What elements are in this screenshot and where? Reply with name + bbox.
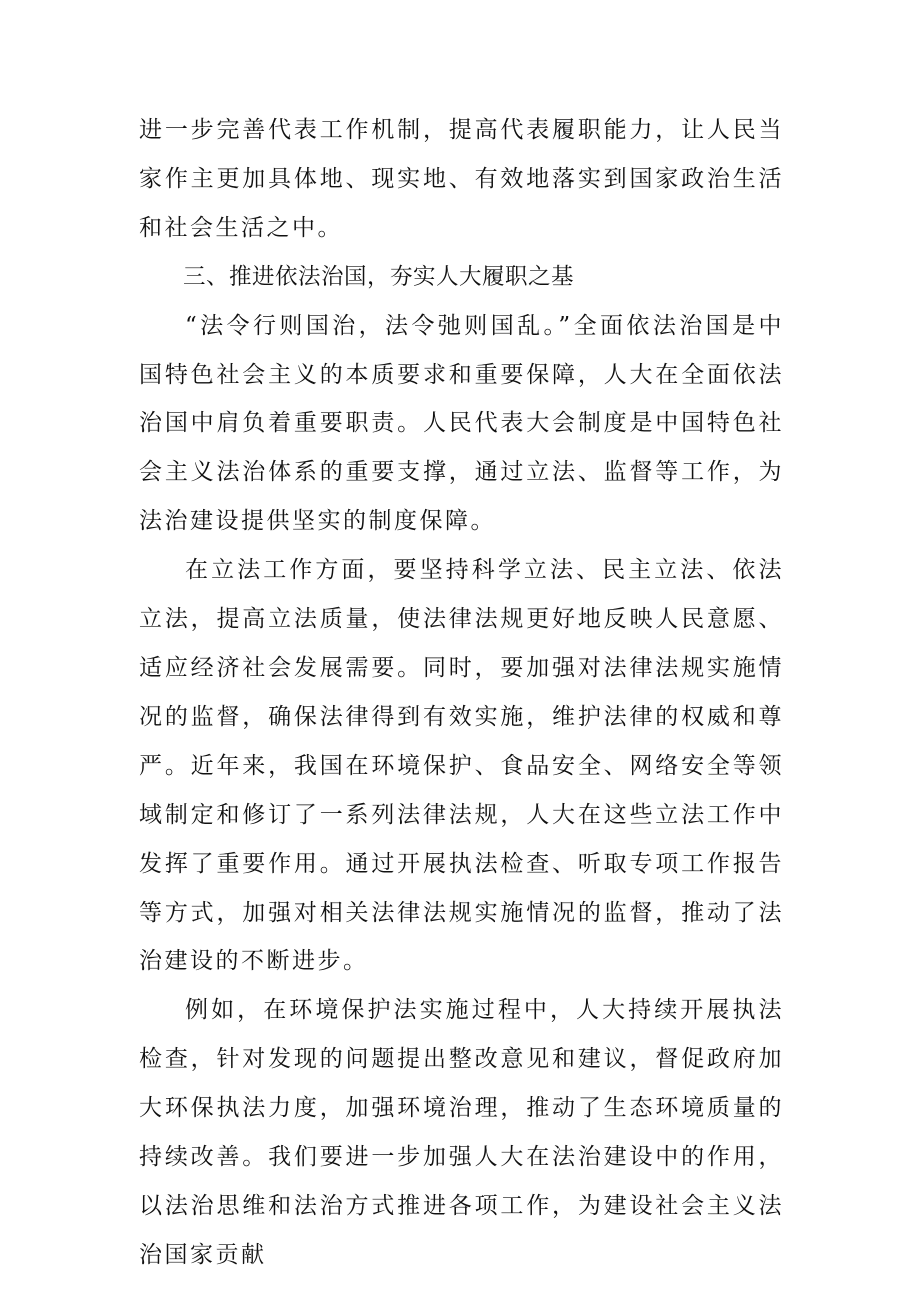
section-heading: 三、推进依法治国，夯实人大履职之基: [183, 263, 575, 290]
paragraph-continuation: 进一步完善代表工作机制，提高代表履职能力，让人民当家作主更加具体地、现实地、有效地落实到国家政治生活和社会生活之中。: [139, 117, 784, 241]
document-body: [139, 106, 784, 1280]
paragraph-rule-of-law: “法令行则国治，法令弛则国乱。”全面依法治国是中国特色社会主义的本质要求和重要保障，人大在全面依法治国中肩负着重要职责。人民代表大会制度是中国特色社会主义法治体系的重要支撑，通过立法、监督等工作，为法治建设提供坚实的制度保障。: [139, 312, 784, 535]
paragraph-example: 例如，在环境保护法实施过程中，人大持续开展执法检查，针对发现的问题提出整改意见和建议，督促政府加大环保执法力度，加强环境治理，推动了生态环境质量的持续改善。我们要进一步加强人大在法治建设中的作用，以法治思维和法治方式推进各项工作，为建设社会主义法治国家贡献: [139, 997, 784, 1268]
paragraph-legislation: 在立法工作方面，要坚持科学立法、民主立法、依法立法，提高立法质量，使法律法规更好地反映人民意愿、适应经济社会发展需要。同时，要加强对法律法规实施情况的监督，确保法律得到有效实施，维护法律的权威和尊严。近年来，我国在环境保护、食品安全、网络安全等领域制定和修订了一系列法律法规，人大在这些立法工作中发挥了重要作用。通过开展执法检查、听取专项工作报告等方式，加强对相关法律法规实施情况的监督，推动了法治建设的不断进步。: [139, 557, 784, 975]
